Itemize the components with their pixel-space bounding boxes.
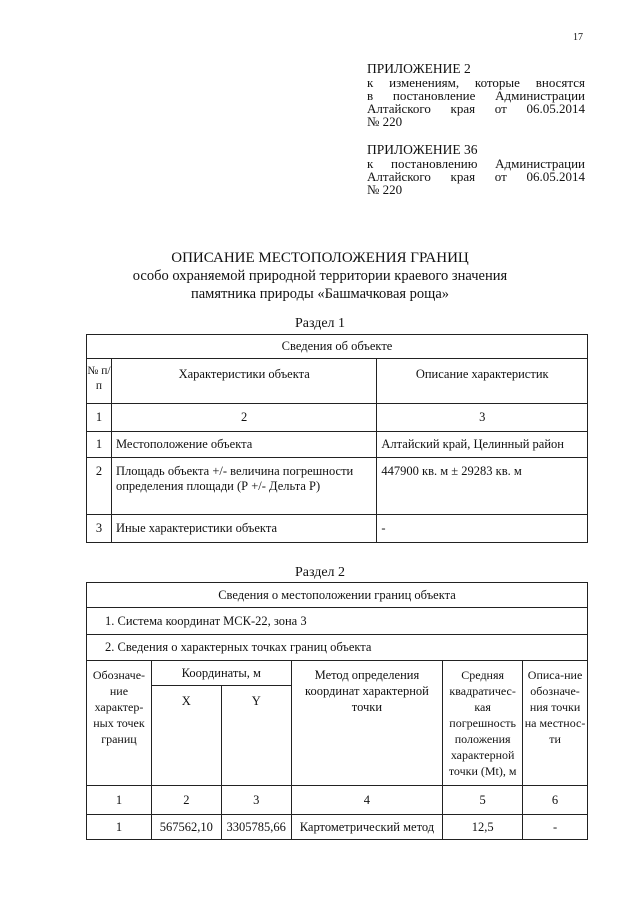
row-description: 447900 кв. м ± 29283 кв. м bbox=[377, 458, 588, 515]
column-number: 6 bbox=[523, 786, 588, 815]
row-characteristic: Площадь объекта +/- величина погрешности определения площади (Р +/- Дельта Р) bbox=[111, 458, 376, 515]
column-number: 5 bbox=[443, 786, 523, 815]
header-x: X bbox=[151, 686, 221, 786]
table-row bbox=[87, 432, 588, 458]
title-main: ОПИСАНИЕ МЕСТОПОЛОЖЕНИЯ ГРАНИЦ bbox=[171, 250, 469, 266]
points-info-heading: 2. Сведения о характерных точках границ объекта bbox=[87, 635, 588, 661]
appendix-line: Алтайского края от 06.05.2014 bbox=[367, 101, 585, 116]
boundary-table bbox=[86, 582, 588, 840]
point-y: 3305785,66 bbox=[221, 815, 291, 840]
table-title: Сведения об объекте bbox=[87, 335, 588, 359]
header-description: Описание характеристик bbox=[377, 359, 588, 404]
row-characteristic: Иные характеристики объекта bbox=[111, 515, 376, 543]
appendix-block-2 bbox=[367, 143, 585, 196]
table-title: Сведения о местоположении границ объекта bbox=[87, 583, 588, 608]
appendix-title: ПРИЛОЖЕНИЕ 2 bbox=[367, 61, 471, 76]
header-error: Средняя квадратичес-кая погрешность положения характерной точки (Mt), м bbox=[443, 661, 523, 786]
appendix-block-1 bbox=[367, 62, 585, 128]
page-number: 17 bbox=[573, 32, 583, 43]
header-coordinates: Координаты, м bbox=[151, 661, 291, 686]
appendix-line: № 220 bbox=[367, 182, 403, 197]
column-number: 4 bbox=[291, 786, 443, 815]
table-row bbox=[87, 458, 588, 515]
appendix-line: к изменениям, которые вносятся bbox=[367, 75, 585, 90]
header-point-description: Описа-ние обозначе-ния точки на местнос-ти bbox=[523, 661, 588, 786]
column-number: 1 bbox=[87, 786, 152, 815]
title-subtitle: памятника природы «Башмачковая роща» bbox=[190, 286, 450, 302]
header-method: Метод определения координат характерной точки bbox=[291, 661, 443, 786]
column-number: 1 bbox=[87, 404, 112, 432]
section1-heading: Раздел 1 bbox=[294, 316, 346, 331]
row-number: 3 bbox=[87, 515, 112, 543]
header-number: № п/п bbox=[87, 359, 112, 404]
column-number: 2 bbox=[111, 404, 376, 432]
appendix-line: в постановление Администрации bbox=[367, 88, 585, 103]
appendix-line: Алтайского края от 06.05.2014 bbox=[367, 169, 585, 184]
object-info-table bbox=[86, 334, 588, 543]
point-x: 567562,10 bbox=[151, 815, 221, 840]
table-row bbox=[87, 815, 588, 840]
point-description: - bbox=[523, 815, 588, 840]
row-number: 2 bbox=[87, 458, 112, 515]
point-error: 12,5 bbox=[443, 815, 523, 840]
point-method: Картометрический метод bbox=[291, 815, 443, 840]
point-designation: 1 bbox=[87, 815, 152, 840]
appendix-line: к постановлению Администрации bbox=[367, 156, 585, 171]
row-number: 1 bbox=[87, 432, 112, 458]
title-subtitle: особо охраняемой природной территории краевого значения bbox=[132, 268, 508, 284]
column-number: 3 bbox=[377, 404, 588, 432]
document-title bbox=[80, 249, 560, 303]
header-y: Y bbox=[221, 686, 291, 786]
column-number: 3 bbox=[221, 786, 291, 815]
appendix-title: ПРИЛОЖЕНИЕ 36 bbox=[367, 142, 478, 157]
row-description: - bbox=[377, 515, 588, 543]
header-designation: Обозначе-ние характер-ных точек границ bbox=[87, 661, 152, 786]
coordinate-system: 1. Система координат МСК-22, зона 3 bbox=[87, 608, 588, 635]
appendix-line: № 220 bbox=[367, 114, 403, 129]
header-characteristics: Характеристики объекта bbox=[111, 359, 376, 404]
row-description: Алтайский край, Целинный район bbox=[377, 432, 588, 458]
table-row bbox=[87, 515, 588, 543]
column-number: 2 bbox=[151, 786, 221, 815]
section2-heading: Раздел 2 bbox=[294, 565, 346, 580]
row-characteristic: Местоположение объекта bbox=[111, 432, 376, 458]
